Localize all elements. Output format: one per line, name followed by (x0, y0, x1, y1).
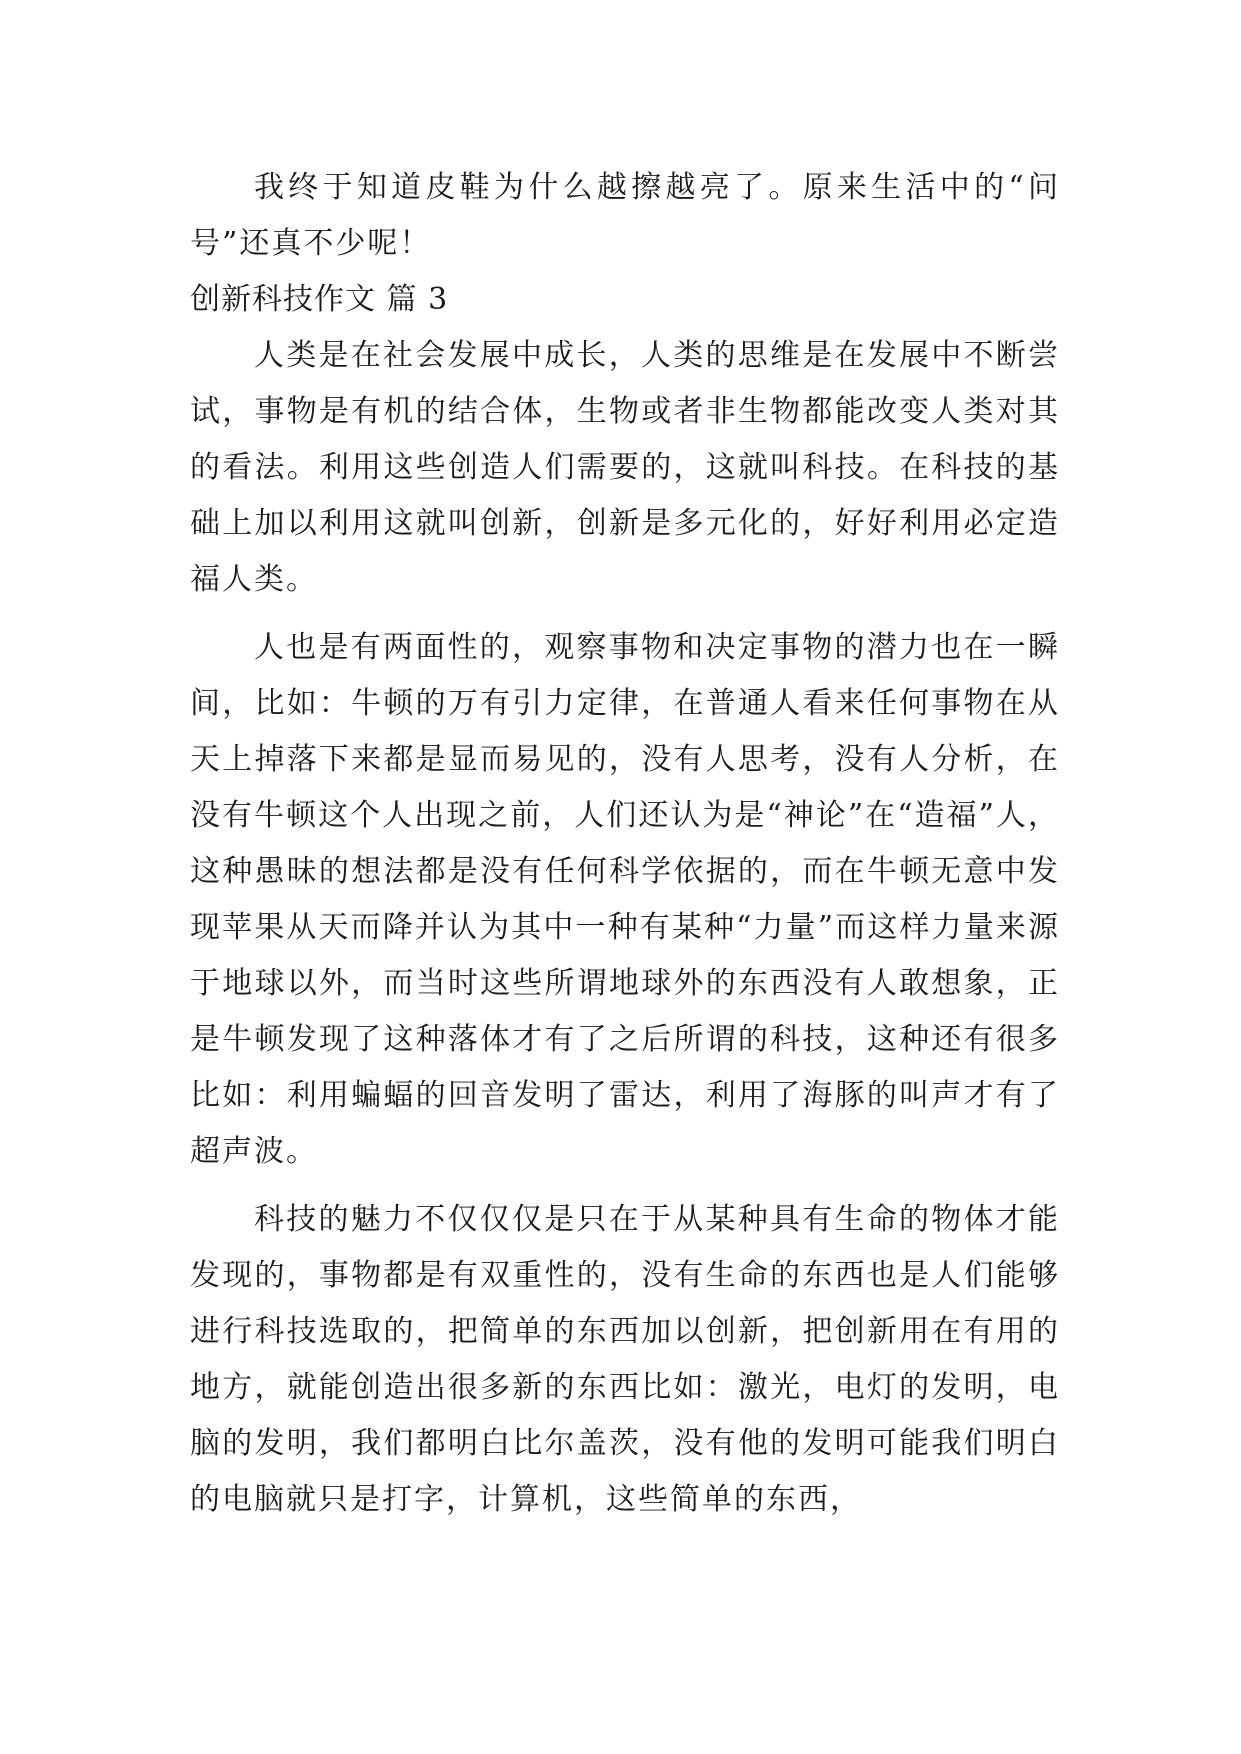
section-heading: 创新科技作文 篇 3 (190, 282, 449, 317)
paragraph-4: 科技的魅力不仅仅仅是只在于从某种具有生命的物体才能发现的，事物都是有双重性的，没有生命的东西也是人们能够进行科技选取的，把简单的东西加以创新，把创新用在有用的地方，就能创造出很多新的东西比如：激光，电灯的发明，电脑的发明，我们都明白比尔盖茨，没有他的发明可能我们明白的电脑就只是打字，计算机，这些简单的东西， (190, 1202, 1060, 1517)
paragraph-1: 我终于知道皮鞋为什么越擦越亮了。原来生活中的“问号”还真不少呢！ (190, 170, 1060, 261)
paragraph-3: 人也是有两面性的，观察事物和决定事物的潜力也在一瞬间，比如：牛顿的万有引力定律，在普通人看来任何事物在从天上掉落下来都是显而易见的，没有人思考，没有人分析，在没有牛顿这个人出现之前，人们还认为是“神论”在“造福”人，这种愚昧的想法都是没有任何科学依据的，而在牛顿无意中发现苹果从天而降并认为其中一种有某种“力量”而这样力量来源于地球以外，而当时这些所谓地球外的东西没有人敢想象，正是牛顿发现了这种落体才有了之后所谓的科技，这种还有很多比如：利用蝙蝠的回音发明了雷达，利用了海豚的叫声才有了超声波。 (190, 630, 1060, 1169)
document-body (190, 160, 1060, 1528)
paragraph-2: 人类是在社会发展中成长，人类的思维是在发展中不断尝试，事物是有机的结合体，生物或者非生物都能改变人类对其的看法。利用这些创造人们需要的，这就叫科技。在科技的基础上加以利用这就叫创新，创新是多元化的，好好利用必定造福人类。 (190, 338, 1060, 597)
